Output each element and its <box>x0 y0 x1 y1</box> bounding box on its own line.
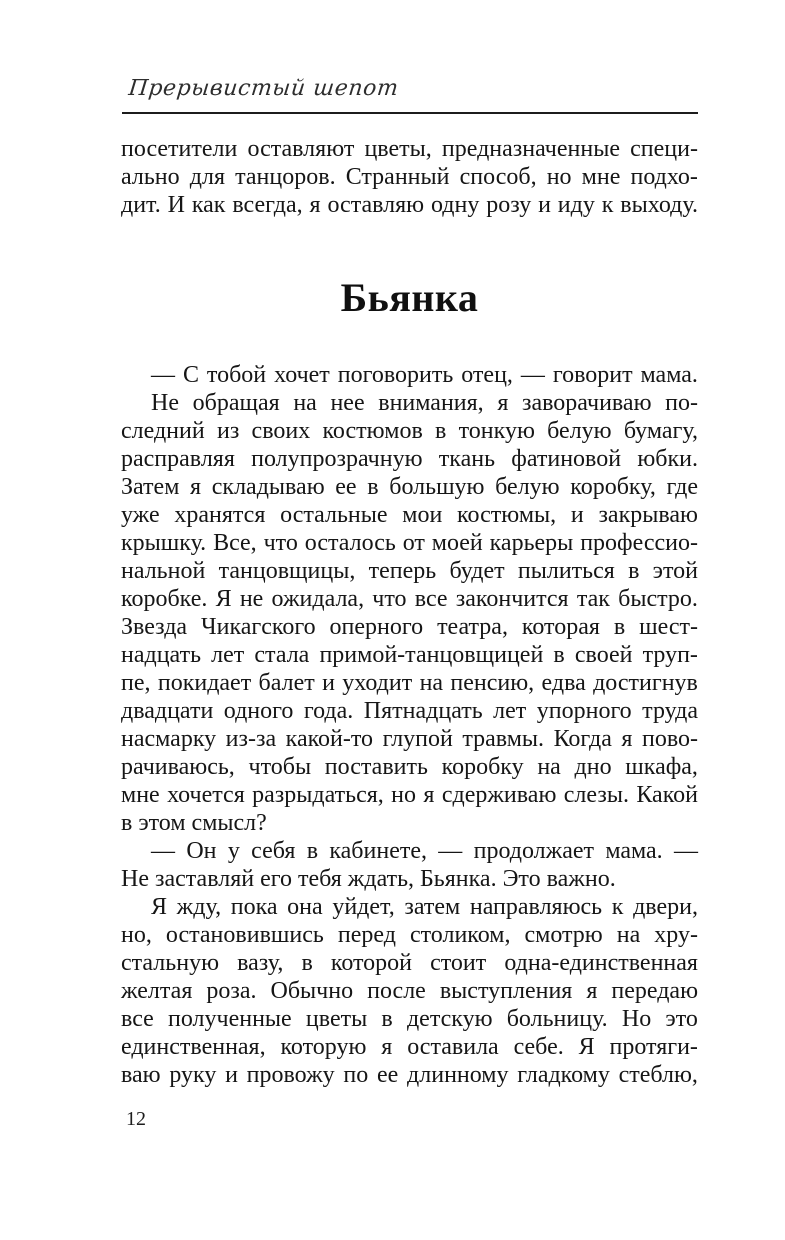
text-line: надцать лет стала примой-танцовщицей в своей труп- <box>121 642 698 668</box>
header-rule <box>122 112 698 114</box>
text-line: крышку. Все, что осталось от моей карьеры профессио- <box>121 530 698 556</box>
text-line: уже хранятся остальные мои костюмы, и закрываю <box>121 502 698 528</box>
text-line: Звезда Чикагского оперного театра, которая в шест- <box>121 614 698 640</box>
chapter-title: Бьянка <box>340 275 479 320</box>
text-line: дит. И как всегда, я оставляю одну розу и иду к выходу. <box>121 192 698 218</box>
text-line: но, остановившись перед столиком, смотрю на хру- <box>121 922 698 948</box>
text-line: все полученные цветы в детскую больницу. Но это <box>121 1006 698 1032</box>
paragraph <box>121 389 698 837</box>
chapter-paragraphs <box>121 361 698 1089</box>
text-line: посетители оставляют цветы, предназначенные специ- <box>121 136 698 162</box>
paragraph <box>121 135 698 219</box>
text-line: Я жду, пока она уйдет, затем направляюсь к двери, <box>151 894 698 920</box>
text-line: Затем я складываю ее в большую белую коробку, где <box>121 474 698 500</box>
text-line: Не обращая на нее внимания, я заворачиваю по- <box>151 390 698 416</box>
paragraph <box>121 893 698 1089</box>
page-number: 12 <box>126 1108 146 1130</box>
text-line: ваю руку и провожу по ее длинному гладкому стеблю, <box>121 1062 698 1088</box>
continuation-paragraphs <box>121 135 698 219</box>
text-line: двадцати одного года. Пятнадцать лет упорного труда <box>121 698 698 724</box>
text-line: стальную вазу, в которой стоит одна-единственная <box>121 950 698 976</box>
text-line: пе, покидает балет и уходит на пенсию, едва достигнув <box>121 670 698 696</box>
text-line: мне хочется разрыдаться, но я сдерживаю слезы. Какой <box>121 782 698 808</box>
text-line: желтая роза. Обычно после выступления я передаю <box>121 978 698 1004</box>
text-line: рачиваюсь, чтобы поставить коробку на дно шкафа, <box>121 754 698 780</box>
text-line: ально для танцоров. Странный способ, но мне подхо- <box>121 164 698 190</box>
text-line: Не заставляй его тебя ждать, Бьянка. Это важно. <box>121 866 616 892</box>
paragraph <box>121 837 698 893</box>
text-line: — С тобой хочет поговорить отец, — говорит мама. <box>151 362 698 388</box>
text-line: — Он у себя в кабинете, — продолжает мама. — <box>151 838 698 864</box>
text-column <box>121 135 698 1089</box>
running-header-title: Прерывистый шепот <box>127 76 400 101</box>
text-line: следний из своих костюмов в тонкую белую бумагу, <box>121 418 698 444</box>
text-line: расправляя полупрозрачную ткань фатиновой юбки. <box>121 446 698 472</box>
text-line: насмарку из-за какой-то глупой травмы. Когда я пово- <box>121 726 698 752</box>
text-line: единственная, которую я оставила себе. Я протяги- <box>121 1034 698 1060</box>
paragraph <box>121 361 698 389</box>
text-line: нальной танцовщицы, теперь будет пылиться в этой <box>121 558 698 584</box>
text-line: в этом смысл? <box>121 810 267 836</box>
text-line: коробке. Я не ожидала, что все закончится так быстро. <box>121 586 698 612</box>
